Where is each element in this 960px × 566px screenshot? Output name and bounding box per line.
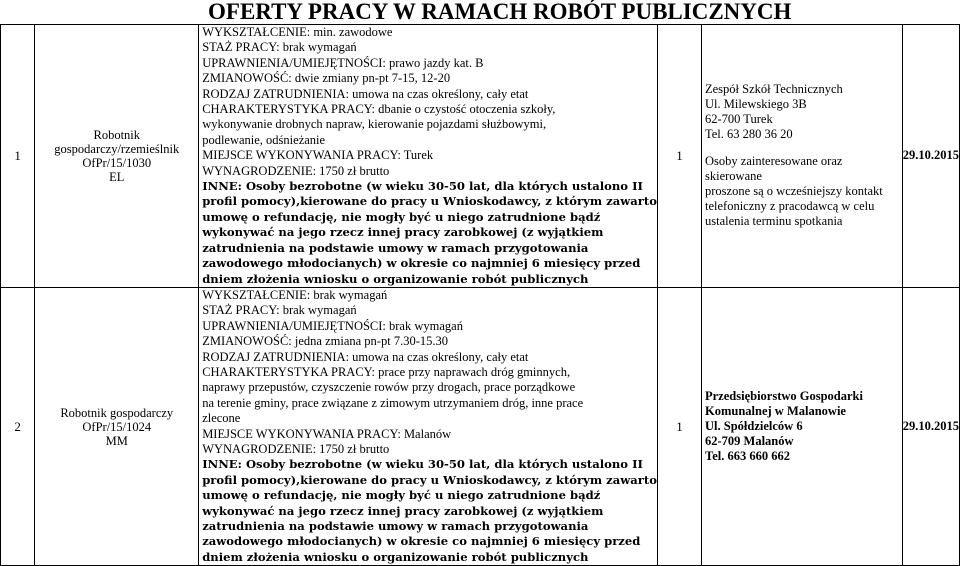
detail-line: MIEJSCE WYKONYWANIA PRACY: Turek	[202, 148, 434, 163]
employer-line: Przedsiębiorstwo Gospodarki	[705, 389, 863, 404]
detail-bold-line: wykonywać na jego rzecz innej pracy zarobkowej (z wyjątkiem	[202, 503, 604, 518]
detail-bold-line: dniem złożenia wniosku o organizowanie robót publicznych	[202, 549, 589, 564]
employer-line: Tel. 63 280 36 20	[705, 127, 793, 142]
position-line: EL	[109, 169, 125, 184]
page-title: OFERTY PRACY W RAMACH ROBÓT PUBLICZNYCH	[208, 0, 792, 24]
detail-line: WYKSZTAŁCENIE: brak wymagań	[202, 287, 388, 302]
offer-number: 2	[1, 287, 35, 565]
detail-line: STAŻ PRACY: brak wymagań	[202, 303, 357, 318]
detail-bold-line: dniem złożenia wniosku o organizowanie robót publicznych	[202, 271, 589, 286]
position-line: OfPr/15/1024	[82, 419, 152, 434]
detail-line: naprawy przepustów, czyszczenie rowów przy drogach, prace porządkowe	[202, 380, 576, 395]
detail-line: RODZAJ ZATRUDNIENIA: umowa na czas określony, cały etat	[202, 86, 529, 101]
position-line: gospodarczy/rzemieślnik	[54, 141, 180, 156]
detail-bold-line: zawodowego młodocianych) w okresie co najmniej 6 miesięcy przed	[202, 256, 641, 271]
detail-line: UPRAWNIENIA/UMIEJĘTNOŚCI: prawo jazdy kat. B	[202, 55, 484, 70]
detail-line: wykonywanie drobnych napraw, kierowanie pojazdami służbowymi,	[202, 117, 547, 132]
note-line: ustalenia terminu spotkania	[705, 214, 843, 229]
position-cell	[35, 25, 199, 288]
detail-line: podlewanie, odśnieżanie	[202, 132, 326, 147]
detail-line: WYNAGRODZENIE: 1750 zł brutto	[202, 441, 390, 456]
vacancy-count: 1	[657, 25, 701, 288]
note-line: proszone są o wcześniejszy kontakt	[705, 184, 883, 199]
employer-line: Ul. Milewskiego 3B	[705, 97, 807, 112]
offer-number: 1	[1, 25, 35, 288]
position-cell	[35, 287, 199, 565]
detail-bold-line: umowę o refundację, nie mogły być u niego zatrudnione bądź	[202, 209, 601, 224]
detail-line: CHARAKTERYSTYKA PRACY: dbanie o czystość otoczenia szkoły,	[202, 102, 556, 117]
detail-bold-line: profil pomocy),kierowane do pracy u Wnioskodawcy, z którym zawarto	[202, 472, 657, 487]
position-line: Robotnik	[93, 127, 141, 142]
details-cell	[199, 287, 658, 565]
detail-bold-line: profil pomocy),kierowane do pracy u Wnioskodawcy, z którym zawarto	[202, 194, 657, 209]
detail-bold-line: zawodowego młodocianych) w okresie co najmniej 6 miesięcy przed	[202, 534, 641, 549]
detail-bold-line: INNE: Osoby bezrobotne (w wieku 30-50 lat, dla których ustalono II	[202, 179, 643, 194]
detail-line: ZMIANOWOŚĆ: dwie zmiany pn-pt 7-15, 12-20	[202, 71, 451, 86]
employer-line: Tel. 663 660 662	[705, 449, 790, 464]
table-row	[1, 287, 960, 565]
employer-line: 62-709 Malanów	[705, 434, 794, 449]
table-row	[1, 25, 960, 288]
detail-line: WYNAGRODZENIE: 1750 zł brutto	[202, 163, 390, 178]
employer-line: 62-700 Turek	[705, 112, 773, 127]
job-offers-table	[0, 24, 960, 566]
detail-line: STAŻ PRACY: brak wymagań	[202, 40, 357, 55]
detail-line: WYKSZTAŁCENIE: min. zawodowe	[202, 25, 393, 39]
employer-cell	[702, 25, 903, 288]
detail-bold-line: INNE: Osoby bezrobotne (w wieku 30-50 lat, dla których ustalono II	[202, 457, 643, 472]
vacancy-count: 1	[657, 287, 701, 565]
detail-bold-line: zatrudnienia na podstawie umowy w ramach przygotowania	[202, 240, 589, 255]
detail-line: zlecone	[202, 411, 241, 426]
details-cell	[199, 25, 658, 288]
employer-cell	[702, 287, 903, 565]
employer-line: Ul. Spółdzielców 6	[705, 419, 803, 434]
offer-date: 29.10.2015	[902, 287, 959, 565]
note-line: telefoniczny z pracodawcą w celu	[705, 199, 875, 214]
detail-bold-line: zatrudnienia na podstawie umowy w ramach przygotowania	[202, 519, 589, 533]
employer-line: Komunalnej w Malanowie	[705, 404, 846, 419]
employer-line: Zespół Szkół Technicznych	[705, 82, 843, 97]
detail-line: MIEJSCE WYKONYWANIA PRACY: Malanów	[202, 426, 452, 441]
detail-bold-line: umowę o refundację, nie mogły być u niego zatrudnione bądź	[202, 488, 601, 503]
position-line: OfPr/15/1030	[82, 155, 152, 170]
position-line: Robotnik gospodarczy	[60, 405, 174, 420]
position-line: MM	[105, 433, 128, 448]
detail-line: ZMIANOWOŚĆ: jedna zmiana pn-pt 7.30-15.30	[202, 334, 448, 349]
detail-bold-line: wykonywać na jego rzecz innej pracy zarobkowej (z wyjątkiem	[202, 225, 604, 240]
note-line: Osoby zainteresowane oraz skierowane	[705, 154, 843, 184]
detail-line: UPRAWNIENIA/UMIEJĘTNOŚCI: brak wymagań	[202, 318, 463, 333]
detail-line: na terenie gminy, prace związane z zimowym utrzymaniem dróg, inne prace	[202, 395, 584, 410]
detail-line: RODZAJ ZATRUDNIENIA: umowa na czas określony, cały etat	[202, 349, 529, 364]
detail-line: CHARAKTERYSTYKA PRACY: prace przy naprawach dróg gminnych,	[202, 364, 571, 379]
offer-date: 29.10.2015	[902, 25, 959, 288]
